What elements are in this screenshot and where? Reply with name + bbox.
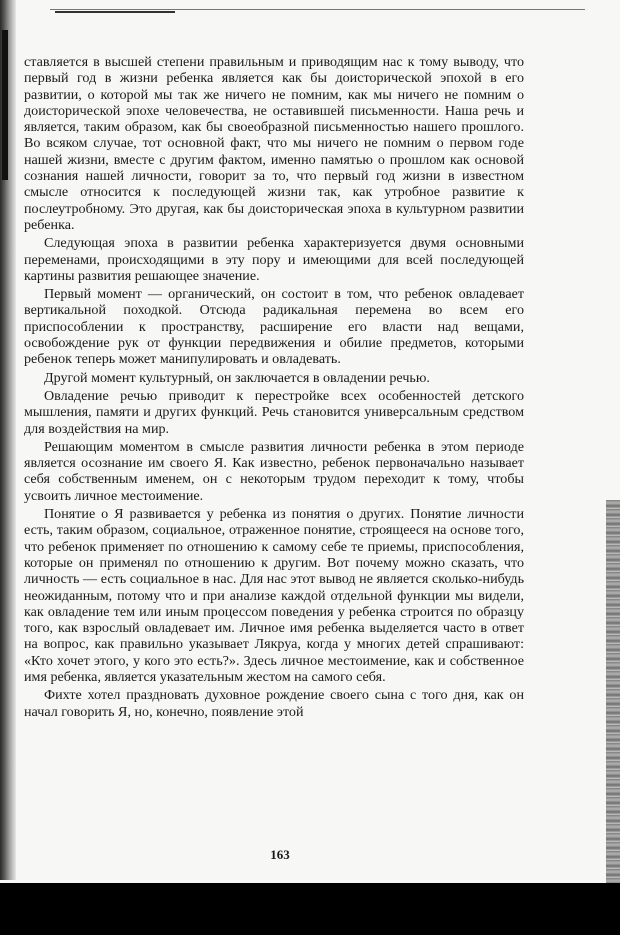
paragraph: Понятие о Я развивается у ребенка из понятия о других. Понятие личности есть, таким образом, социальное, отраженное понятие, строящееся на основе того, что ребенок применяет по отношению к самому себе те приемы, приспособления, которые он применял по отношению к другим. Вот почему можно сказать, что личность — есть социальное в нас. Для нас этот вывод не является сколько-нибудь неожиданным, потому что и при анализе каждой отдельной функции мы видели, как овладение тем или иным процессом поведения у ребенка строится по образцу того, как взрослый овладевает им. Личное имя ребенка выделяется часто в ответ на вопрос, как правильно указывает Лякруа, когда у многих детей спрашивают: «Кто хочет этого, у кого это есть?». Здесь личное местоимение, как и собственное имя ребенка, является указательным жестом на самого себя. [24,506,524,685]
paragraph-continued: ставляется в высшей степени правильным и приводящим нас к тому выводу, что первый год в жизни ребенка является как бы доисторической эпохой в его развитии, о которой мы так же ничего не помним, как мы ничего не помним о доисторической эпохе человечества, не оставившей письменности. Наша речь и является, таким образом, как бы своеобразной письменностью нашего прошлого. Во всяком случае, тот основной факт, что мы ничего не помним о первом годе нашей жизни, вместе с другим фактом, именно памятью о прошлом как основой сознания нашей личности, говорит за то, что первый год жизни в известном смысле относится к последующей жизни так, как утробное развитие к послеутробному. Это другая, как бы доисторическая эпоха в культурном развитии ребенка. [24,54,524,233]
page-number: 163 [270,847,290,862]
paragraph: Другой момент культурный, он заключается в овладении речью. [44,369,430,386]
paragraph: Решающим моментом в смысле развития личности ребенка в этом периоде является осознание им своего Я. Как известно, ребенок первоначально называет себя собственным именем, он с некоторым трудом переходит к тому, чтобы усвоить личное местоимение. [24,438,524,504]
paragraph: Следующая эпоха в развитии ребенка характеризуется двумя основными переменами, происходящими в эту пору и имеющими для всей последующей картины развития решающее значение. [24,235,524,284]
paragraph: Овладение речью приводит к перестройке всех особенностей детского мышления, памяти и других функций. Речь становится универсальным средством для воздействия на мир. [24,387,524,437]
header-rule [50,9,585,10]
scan-binding-mark [2,30,8,180]
scan-right-edge-noise [606,500,620,900]
paragraph: Первый момент — органический, он состоит в том, что ребенок овладевает вертикальной походкой. Отсюда радикальная перемена во всем его приспособлении к пространству, расширение его власти над вещами, освобождение рук от функции передвижения и обилие предметов, которыми ребенок теперь может манипулировать и овладевать. [24,286,524,368]
header-rule-accent [55,11,175,13]
paragraph: Фихте хотел праздновать духовное рождение своего сына с того дня, как он начал говорить Я, но, конечно, появление этой [24,687,524,720]
body-text [24,54,524,722]
scan-bottom-dark-band [0,883,620,935]
